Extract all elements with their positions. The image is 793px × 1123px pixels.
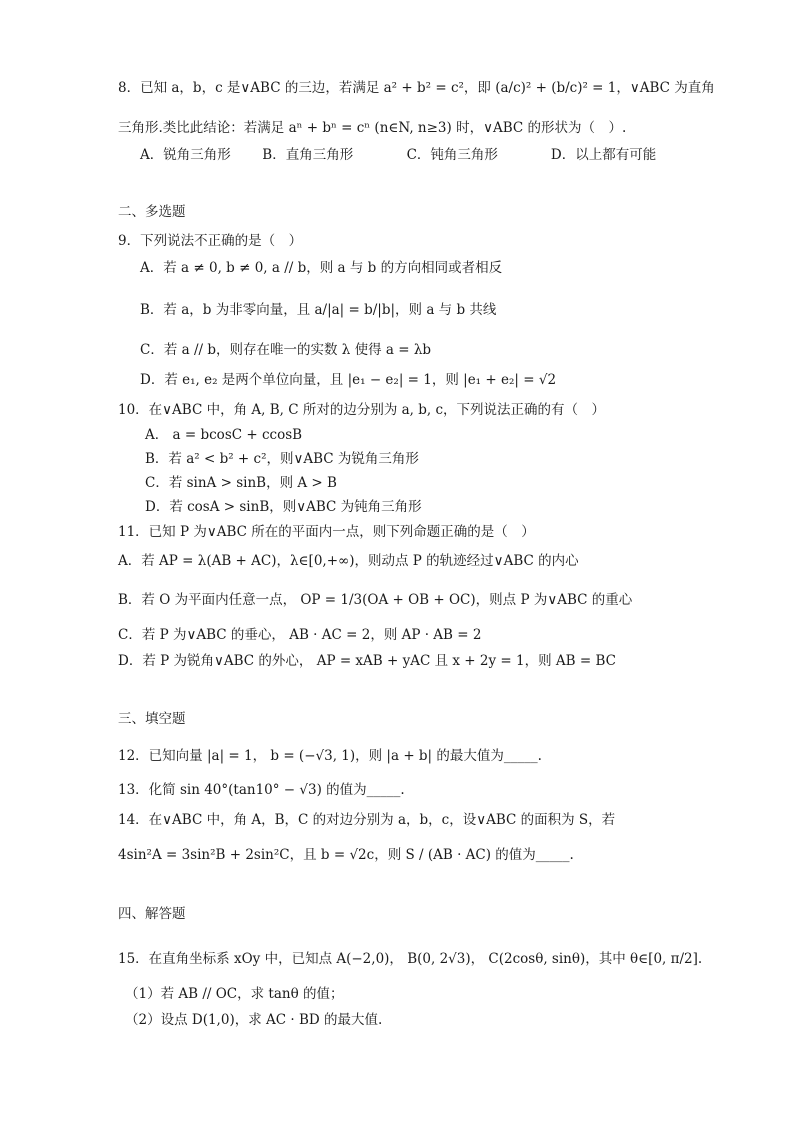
- q11-option-c: C．若 P 为∨ABC 的垂心， AB · AC = 2，则 AP · AB = 2: [118, 627, 482, 643]
- q11-option-a: A．若 AP = λ(AB + AC)，λ∈[0,+∞)，则动点 P 的轨迹经过∨ABC 的内心: [118, 553, 579, 569]
- q8-line1: 8．已知 a，b，c 是∨ABC 的三边，若满足 a² + b² = c²，即 (a/c)² + (b/c)² = 1，∨ABC 为直角: [118, 80, 715, 96]
- q12: 12．已知向量 |a| = 1， b = (−√3, 1)，则 |a + b| 的最大值为_____.: [118, 748, 542, 764]
- q11-option-d: D．若 P 为锐角∨ABC 的外心， AP = xAB + yAC 且 x + 2y = 1，则 AB = BC: [118, 653, 616, 669]
- q9-option-a: A．若 a ≠ 0, b ≠ 0, a // b，则 a 与 b 的方向相同或者相反: [140, 260, 503, 276]
- section-heading-multiple-choice: 二、多选题: [118, 204, 186, 220]
- q8-line2: 三角形.类比此结论：若满足 aⁿ + bⁿ = cⁿ (n∈N, n≥3) 时，∨ABC 的形状为（ ）.: [118, 120, 627, 136]
- q14-line1: 14．在∨ABC 中，角 A，B，C 的对边分别为 a，b，c，设∨ABC 的面积为 S，若: [118, 812, 616, 828]
- q15-part1: （1）若 AB // OC，求 tanθ 的值；: [125, 986, 344, 1002]
- q15-part2: （2）设点 D(1,0)，求 AC · BD 的最大值.: [125, 1012, 383, 1028]
- section-heading-fill-in: 三、填空题: [118, 711, 186, 727]
- q10-option-a: A． a = bcosC + ccosB: [145, 427, 303, 443]
- section-heading-answer: 四、解答题: [118, 906, 186, 922]
- q8-option-c: C．钝角三角形: [406, 147, 498, 163]
- q9-option-d: D．若 e₁, e₂ 是两个单位向量，且 |e₁ − e₂| = 1，则 |e₁ + e₂| = √2: [140, 372, 557, 388]
- q8-option-a: A．锐角三角形: [140, 147, 231, 163]
- q8-option-b: B．直角三角形: [262, 147, 354, 163]
- q10-stem: 10．在∨ABC 中，角 A, B, C 所对的边分别为 a, b, c，下列说法正确的有（ ）: [118, 402, 606, 418]
- q10-option-c: C．若 sinA > sinB，则 A > B: [145, 475, 337, 491]
- q9-option-b: B．若 a，b 为非零向量，且 a/|a| = b/|b|，则 a 与 b 共线: [140, 302, 497, 318]
- q11-option-b: B．若 O 为平面内任意一点， OP = 1/3(OA + OB + OC)，则点 P 为∨ABC 的重心: [118, 592, 633, 608]
- q10-option-b: B．若 a² < b² + c²，则∨ABC 为锐角三角形: [145, 451, 419, 467]
- q8-option-d: D．以上都有可能: [550, 147, 657, 163]
- q15-stem: 15．在直角坐标系 xOy 中，已知点 A(−2,0)， B(0, 2√3)， C(2cosθ, sinθ)，其中 θ∈[0, π/2].: [118, 951, 703, 967]
- q10-option-d: D．若 cosA > sinB，则∨ABC 为钝角三角形: [145, 499, 422, 515]
- q11-stem: 11．已知 P 为∨ABC 所在的平面内一点，则下列命题正确的是（ ）: [118, 524, 535, 540]
- q9-stem: 9．下列说法不正确的是（ ）: [118, 233, 303, 249]
- q9-option-c: C．若 a // b，则存在唯一的实数 λ 使得 a = λb: [140, 342, 432, 358]
- q13: 13．化简 sin 40°(tan10° − √3) 的值为_____.: [118, 782, 405, 798]
- q14-line2: 4sin²A = 3sin²B + 2sin²C，且 b = √2c，则 S / (AB · AC) 的值为_____.: [118, 847, 574, 863]
- q8-options: [140, 146, 656, 164]
